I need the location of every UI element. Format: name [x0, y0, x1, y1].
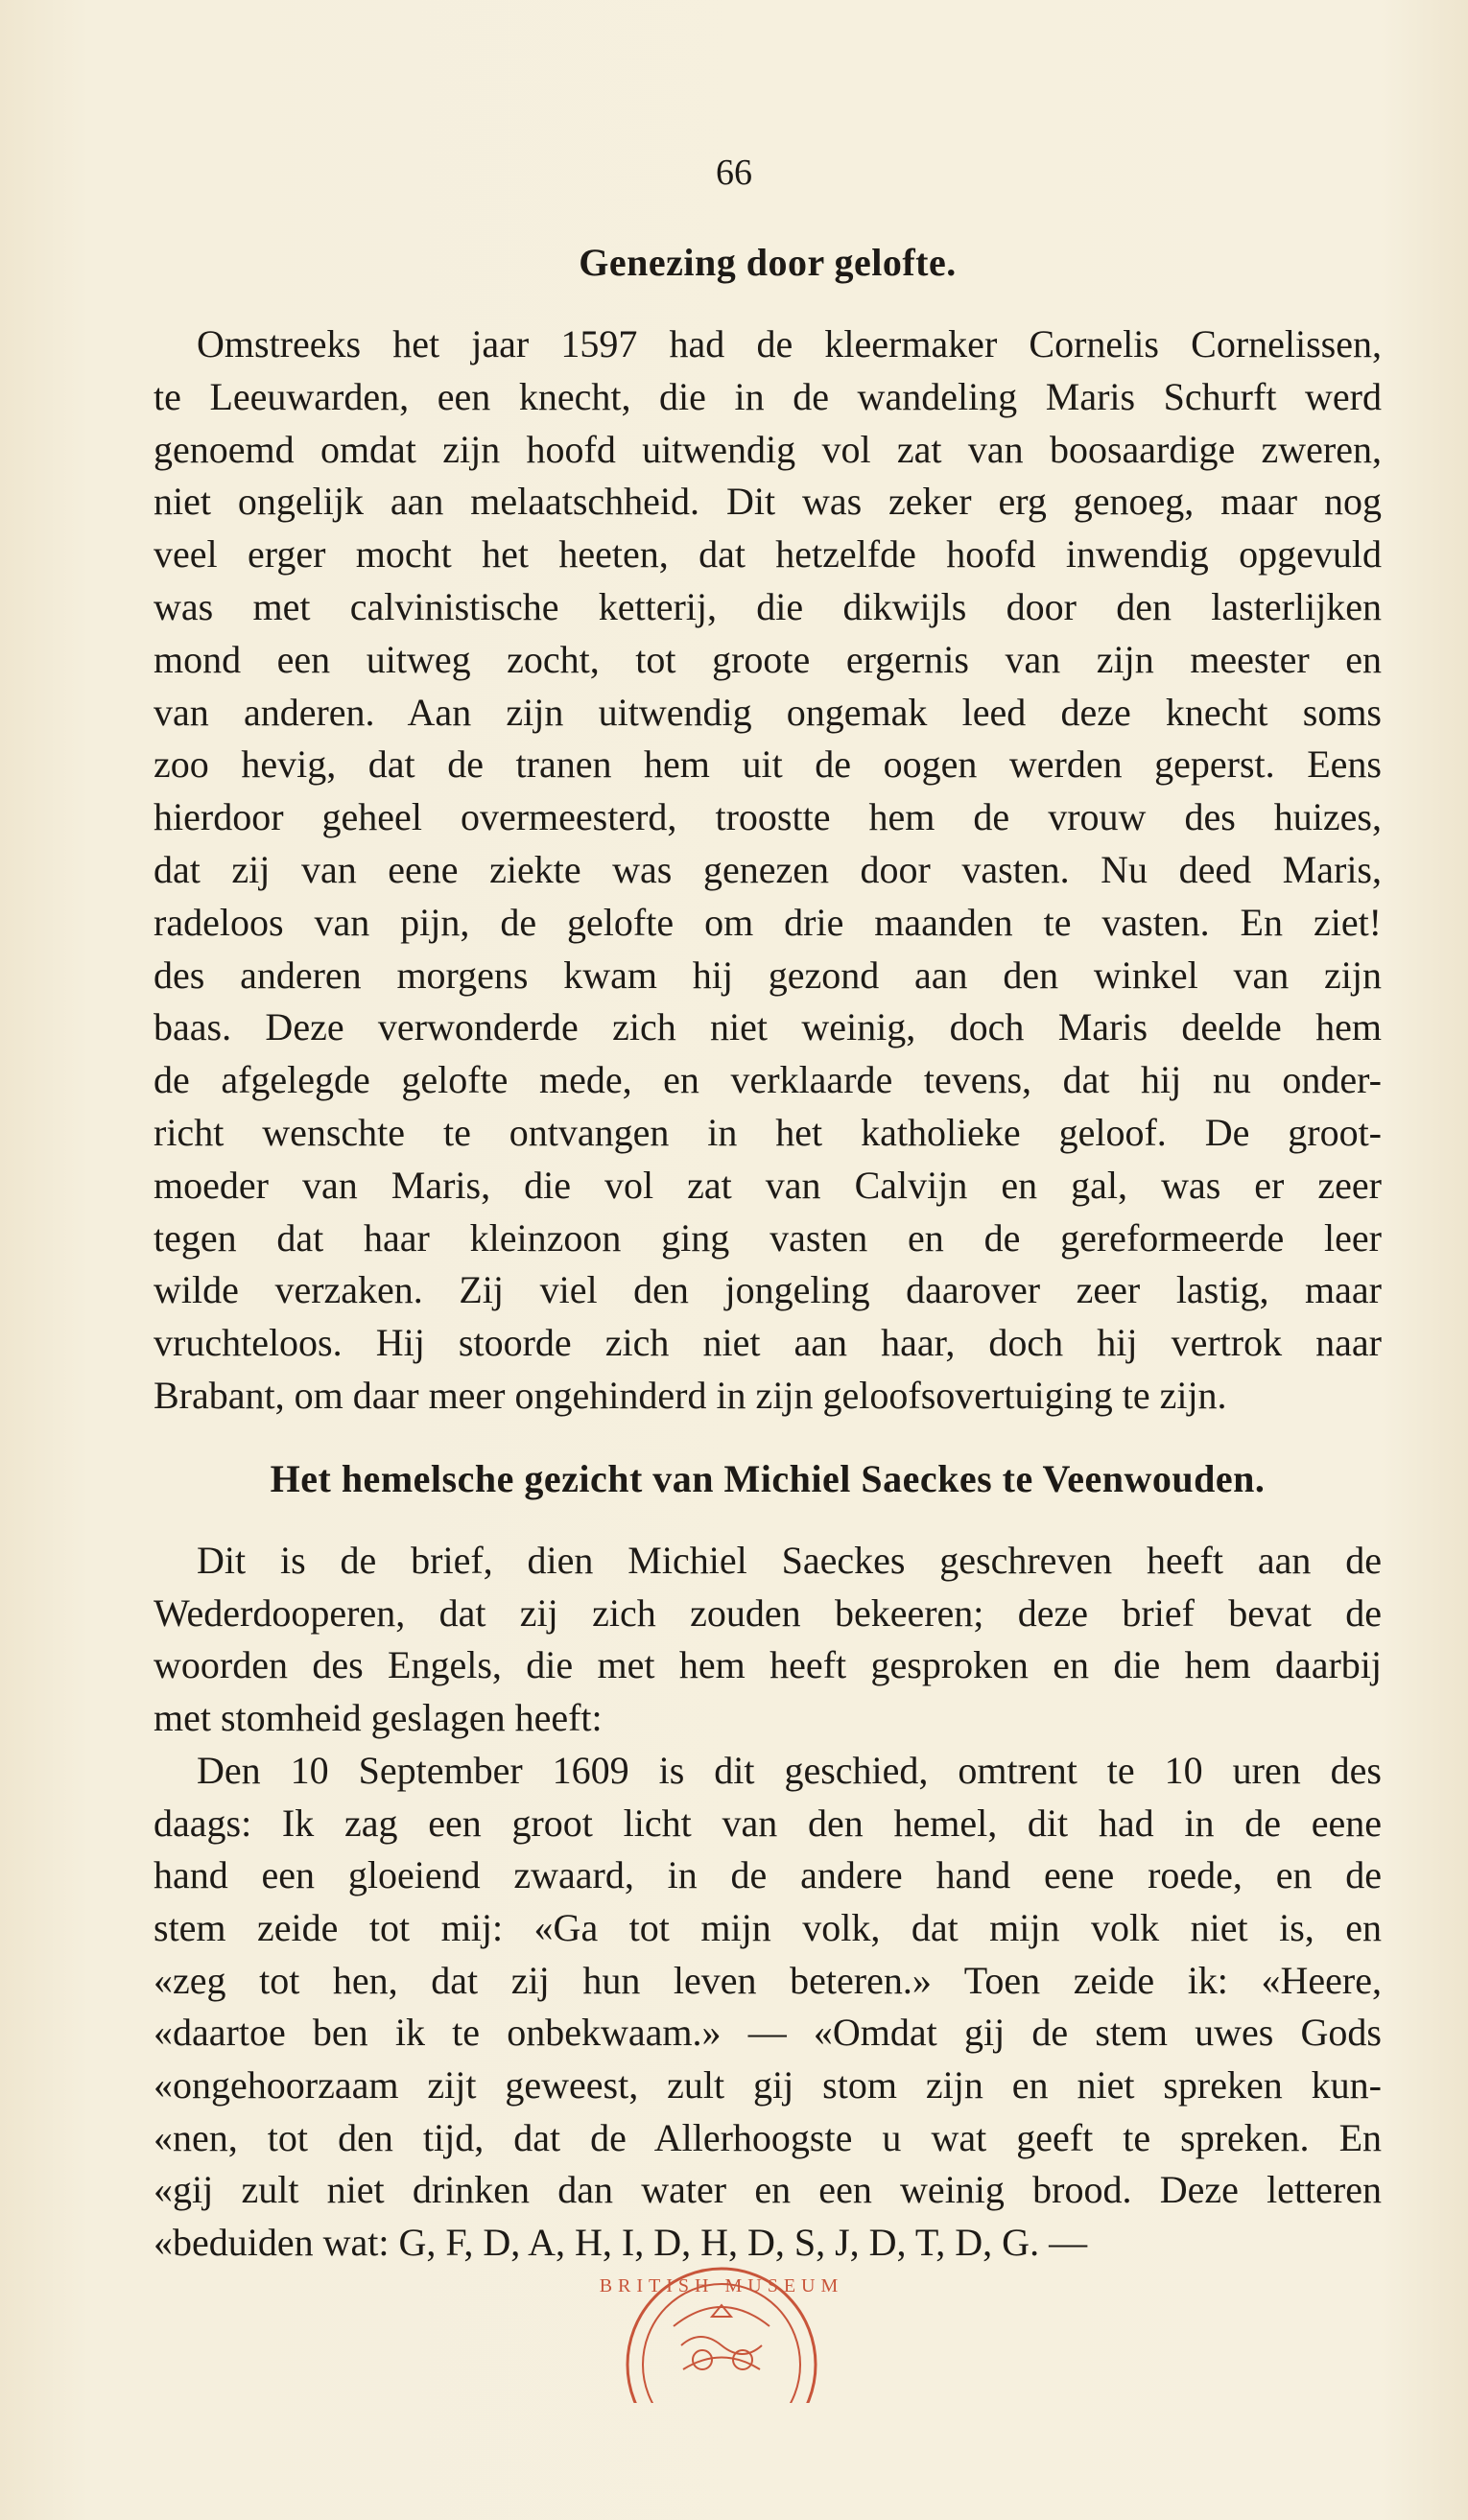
genezing-line: de afgelegde gelofte mede, en verklaarde tevens, dat hij nu onder-: [154, 1058, 1382, 1102]
genezing-line: dat zij van eene ziekte was genezen door vasten. Nu deed Maris,: [154, 848, 1382, 891]
genezing-line: tegen dat haar kleinzoon ging vasten en de gereformeerde leer: [154, 1215, 1382, 1260]
genezing-line: van anderen. Aan zijn uitwendig ongemak leed deze knecht soms: [154, 690, 1382, 734]
hemelsche-line: Dit is de brief, dien Michiel Saeckes geschreven heeft aan de: [197, 1539, 1382, 1582]
genezing-line: genoemd omdat zijn hoofd uitwendig vol zat van boosaardige zweren,: [154, 427, 1382, 471]
hemelsche-line: stem zeide tot mij: «Ga tot mijn volk, dat mijn volk niet is, en: [154, 1905, 1382, 1949]
genezing-line: niet ongelijk aan melaatschheid. Dit was zeker erg genoeg, maar nog: [154, 480, 1382, 524]
hemelsche-line: met stomheid geslagen heeft:: [154, 1696, 603, 1740]
genezing-line: zoo hevig, dat de tranen hem uit de oogen werden geperst. Eens: [154, 742, 1382, 787]
genezing-line: baas. Deze verwonderde zich niet weinig, doch Maris deelde hem: [154, 1005, 1382, 1049]
hemelsche-line: «nen, tot den tijd, dat de Allerhoogste u wat geeft te spreken. En: [154, 2115, 1382, 2159]
genezing-line: vruchteloos. Hij stoorde zich niet aan haar, doch hij vertrok naar: [154, 1321, 1382, 1365]
hemelsche-line: woorden des Engels, die met hem heeft gesproken en die hem daarbij: [154, 1643, 1382, 1687]
museum-stamp-seal: [568, 2259, 875, 2403]
genezing-line: te Leeuwarden, een knecht, die in de wandeling Maris Schurft werd: [154, 374, 1382, 418]
hemelsche-line: daags: Ik zag een groot licht van den hemel, dit had in de eene: [154, 1801, 1382, 1845]
page-number: 66: [716, 153, 752, 193]
genezing-line: Omstreeks het jaar 1597 had de kleermaker Cornelis Cornelissen,: [197, 322, 1382, 365]
genezing-line: veel erger mocht het heeten, dat hetzelfde hoofd inwendig opgevuld: [154, 532, 1382, 577]
genezing-line: moeder van Maris, die vol zat van Calvijn en gal, was er zeer: [154, 1163, 1382, 1207]
hemelsche-line: «beduiden wat: G, F, D, A, H, I, D, H, D, S, J, D, T, D, G. —: [154, 2221, 1088, 2265]
hemelsche-line: «daartoe ben ik te onbekwaam.» — «Omdat gij de stem uwes Gods: [154, 2011, 1382, 2055]
hemelsche-line: «ongehoorzaam zijt geweest, zult gij stom zijn en niet spreken kun-: [154, 2063, 1382, 2107]
hemelsche-line: hand een gloeiend zwaard, in de andere hand eene roede, en de: [154, 1853, 1382, 1897]
genezing-line: hierdoor geheel overmeesterd, troostte hem de vrouw des huizes,: [154, 795, 1382, 839]
section-title-genezing: Genezing door gelofte.: [579, 241, 957, 284]
genezing-line: Brabant, om daar meer ongehinderd in zijn geloofsovertuiging te zijn.: [154, 1374, 1227, 1417]
genezing-line: mond een uitweg zocht, tot groote ergernis van zijn meester en: [154, 637, 1382, 681]
genezing-line: was met calvinistische ketterij, die dikwijls door den lasterlijken: [154, 585, 1382, 628]
hemelsche-line: Wederdooperen, dat zij zich zouden bekeeren; deze brief bevat de: [154, 1590, 1382, 1635]
genezing-line: radeloos van pijn, de gelofte om drie maanden te vasten. En ziet!: [154, 900, 1382, 944]
genezing-line: des anderen morgens kwam hij gezond aan den winkel van zijn: [154, 953, 1382, 997]
stamp-lettering: BRITISH MUSEUM: [599, 2275, 844, 2296]
hemelsche-line: «zeg tot hen, dat zij hun leven beteren.» Toen zeide ik: «Heere,: [154, 1958, 1382, 2002]
genezing-line: wilde verzaken. Zij viel den jongeling daarover zeer lastig, maar: [154, 1268, 1382, 1312]
museum-stamp: [568, 2259, 875, 2403]
genezing-line: richt wenschte te ontvangen in het katholieke geloof. De groot-: [154, 1111, 1382, 1154]
hemelsche-line: «gij zult niet drinken dan water en een weinig brood. Deze letteren: [154, 2168, 1382, 2212]
section-title-hemelsche-gezicht: Het hemelsche gezicht van Michiel Saeckes te Veenwouden.: [270, 1457, 1266, 1500]
hemelsche-line: Den 10 September 1609 is dit geschied, omtrent te 10 uren des: [197, 1748, 1382, 1792]
